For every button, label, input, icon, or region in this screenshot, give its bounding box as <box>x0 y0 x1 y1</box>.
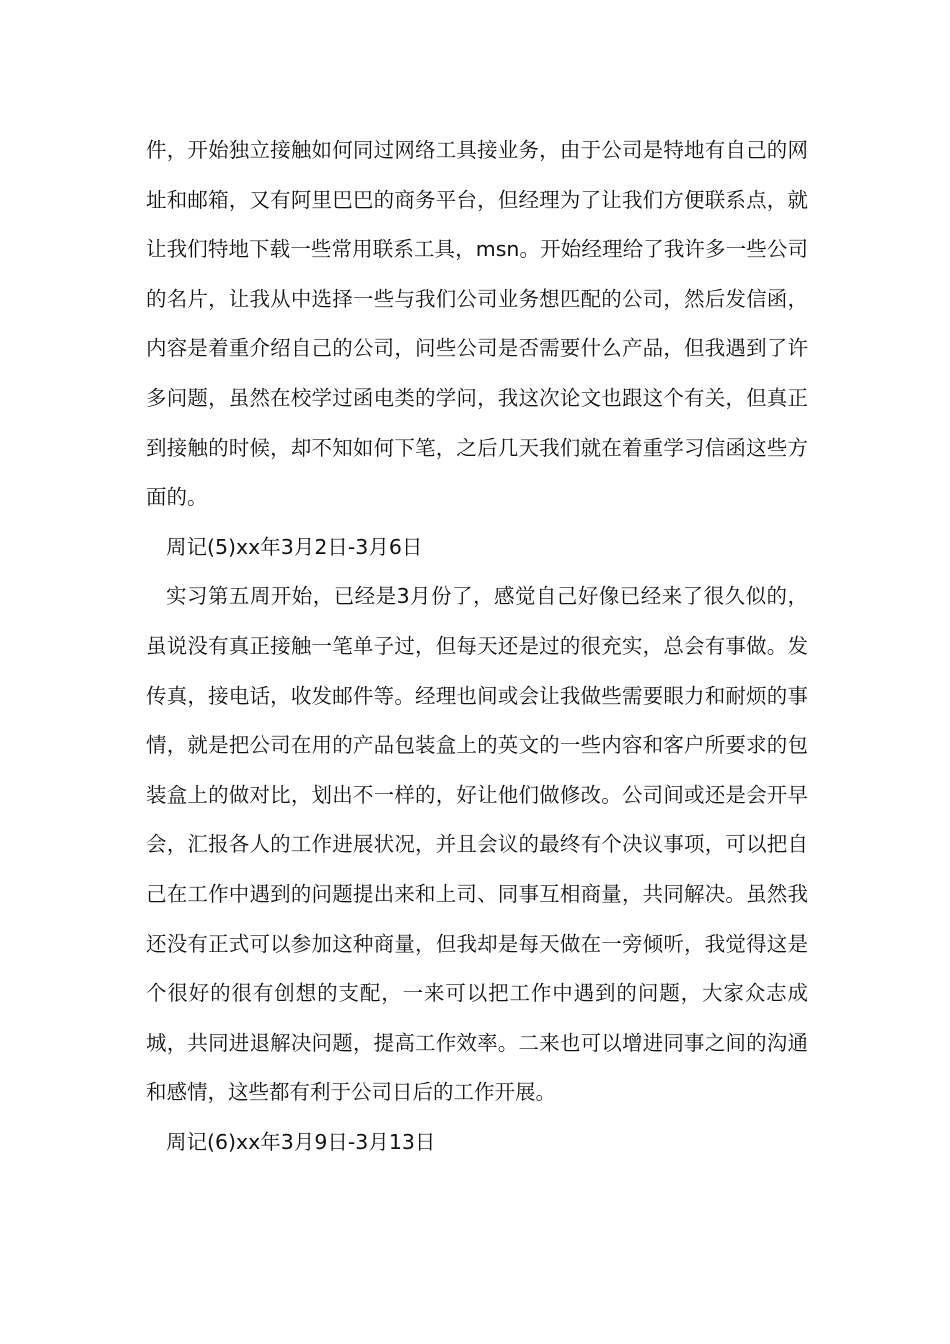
paragraph-continuation: 件，开始独立接触如何同过网络工具接业务，由于公司是特地有自己的网址和邮箱，又有阿里巴巴的商务平台，但经理为了让我们方便联系点，就让我们特地下载一些常用联系工具，msn。开始经理给了我许多一些公司的名片，让我从中选择一些与我们公司业务想匹配的公司，然后发信函，内容是着重介绍自己的公司，问些公司是否需要什么产品，但我遇到了许多问题，虽然在校学过函电类的学问，我这次论文也跟这个有关，但真正到接触的时候，却不知如何下笔，之后几天我们就在着重学习信函这些方面的。 <box>146 138 808 510</box>
weekly-heading-6: 周记(6)xx年3月9日-3月13日 <box>166 1129 436 1154</box>
weekly-heading-5: 周记(5)xx年3月2日-3月6日 <box>166 534 423 559</box>
paragraph-week-5: 实习第五周开始，已经是3月份了，感觉自己好像已经来了很久似的，虽说没有真正接触一笔单子过，但每天还是过的很充实，总会有事做。发传真，接电话，收发邮件等。经理也间或会让我做些需要眼力和耐烦的事情，就是把公司在用的产品包装盒上的英文的一些内容和客户所要求的包装盒上的做对比，划出不一样的，好让他们做修改。公司间或还是会开早会，汇报各人的工作进展状况，并且会议的最终有个决议事项，可以把自己在工作中遇到的问题提出来和上司、同事互相商量，共同解决。虽然我还没有正式可以参加这种商量，但我却是每天做在一旁倾听，我觉得这是个很好的很有创想的支配，一来可以把工作中遇到的问题，大家众志成城，共同进退解决问题，提高工作效率。二来也可以增进同事之间的沟通和感情，这些都有利于公司日后的工作开展。 <box>146 584 808 1105</box>
document-body <box>146 126 808 1167</box>
